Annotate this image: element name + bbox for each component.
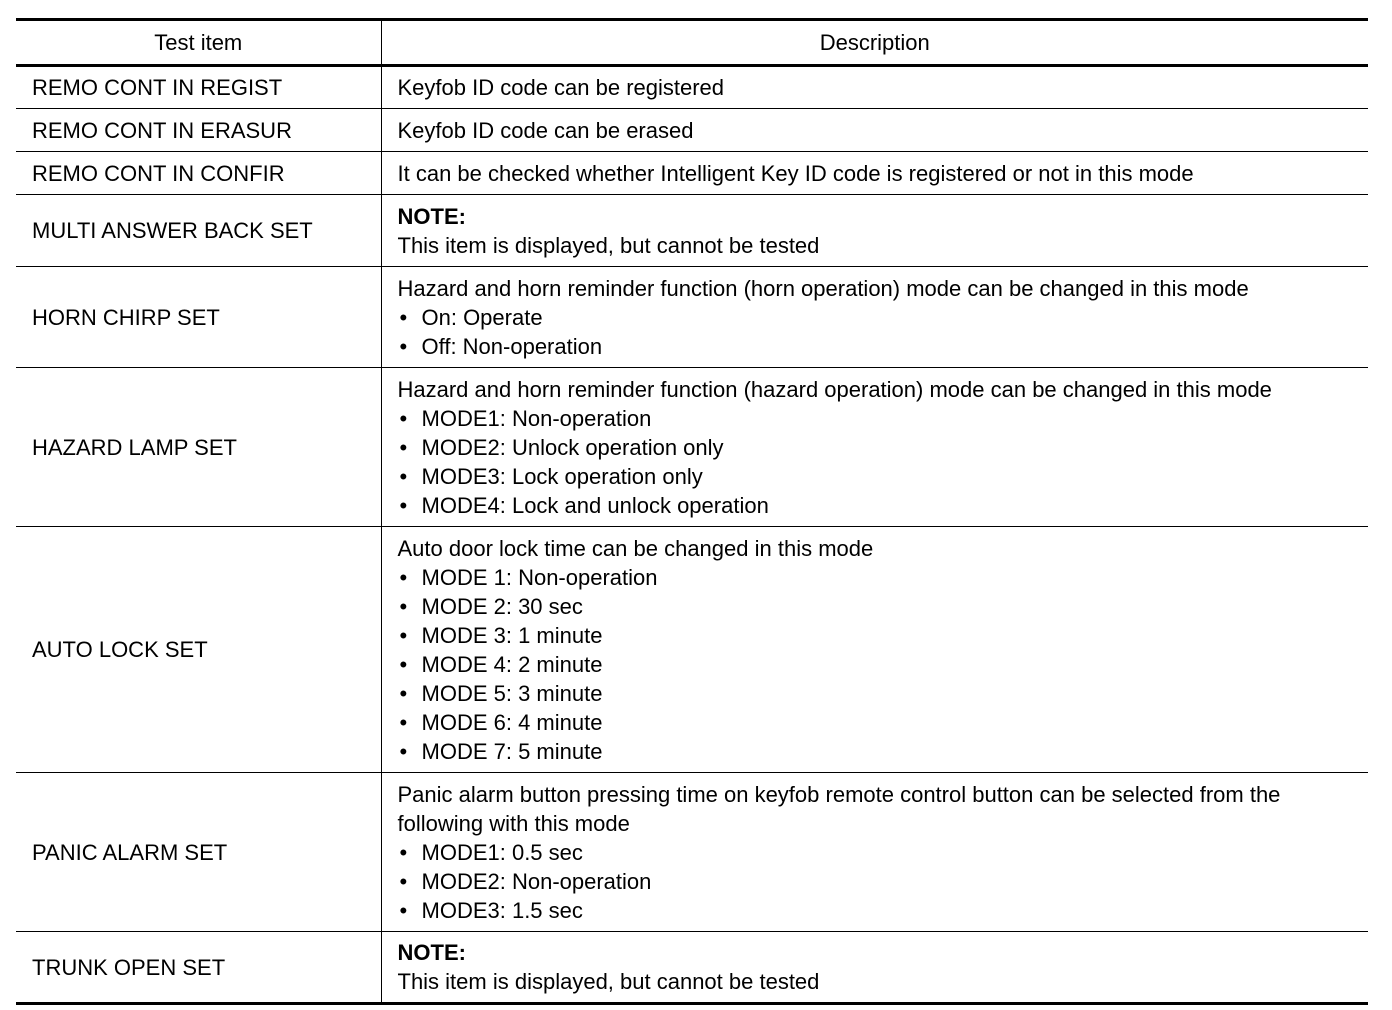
description-cell [381, 152, 1368, 195]
list-item: • Off: Non-operation [398, 332, 1361, 361]
description-text: Keyfob ID code can be erased [397, 117, 694, 143]
note-label: NOTE: [397, 203, 466, 229]
list-item: • MODE 1: Non-operation [398, 563, 1361, 592]
description-cell [381, 109, 1368, 152]
list-item: • MODE 2: 30 sec [398, 592, 1361, 621]
table-row [16, 932, 1368, 1004]
mode-list [398, 563, 1361, 766]
header-test-item: Test item [16, 20, 381, 66]
table-header-row [16, 20, 1368, 66]
description-text: Hazard and horn reminder function (horn operation) mode can be changed in this mode [397, 275, 1249, 301]
table-row [16, 267, 1368, 368]
list-item: • MODE1: Non-operation [398, 404, 1361, 433]
description-text: Hazard and horn reminder function (hazard operation) mode can be changed in this mode [397, 376, 1272, 402]
description-text: It can be checked whether Intelligent Key ID code is registered or not in this mode [397, 160, 1194, 186]
description-text: Keyfob ID code can be registered [397, 75, 725, 100]
table-row [16, 773, 1368, 932]
description-cell [381, 368, 1368, 527]
mode-list [398, 404, 1361, 520]
test-item-cell: HORN CHIRP SET [16, 267, 381, 368]
description-cell [381, 932, 1368, 1004]
table-row [16, 527, 1368, 773]
test-item-cell: REMO CONT IN CONFIR [16, 152, 381, 195]
description-cell [381, 66, 1368, 109]
list-item: • MODE4: Lock and unlock operation [398, 491, 1361, 520]
mode-list [398, 303, 1361, 361]
list-item: • MODE 3: 1 minute [398, 621, 1361, 650]
mode-list [398, 838, 1361, 925]
test-item-cell: PANIC ALARM SET [16, 773, 381, 932]
list-item: • MODE 6: 4 minute [398, 708, 1361, 737]
table-row [16, 109, 1368, 152]
list-item: • MODE 4: 2 minute [398, 650, 1361, 679]
test-item-cell: TRUNK OPEN SET [16, 932, 381, 1004]
description-text: This item is displayed, but cannot be tested [397, 969, 820, 994]
description-cell [381, 773, 1368, 932]
list-item: • On: Operate [398, 303, 1361, 332]
table-row [16, 152, 1368, 195]
test-item-cell: HAZARD LAMP SET [16, 368, 381, 527]
table-row [16, 195, 1368, 267]
test-item-cell: REMO CONT IN ERASUR [16, 109, 381, 152]
test-item-cell: MULTI ANSWER BACK SET [16, 195, 381, 267]
description-text: Panic alarm button pressing time on keyfob remote control button can be selected from the following with this mode [397, 781, 1281, 836]
list-item: • MODE3: 1.5 sec [398, 896, 1361, 925]
list-item: • MODE 5: 3 minute [398, 679, 1361, 708]
description-cell [381, 195, 1368, 267]
list-item: • MODE3: Lock operation only [398, 462, 1361, 491]
list-item: • MODE2: Non-operation [398, 867, 1361, 896]
test-item-cell: AUTO LOCK SET [16, 527, 381, 773]
table-row [16, 368, 1368, 527]
description-text: Auto door lock time can be changed in this mode [397, 535, 874, 561]
header-description: Description [381, 20, 1368, 66]
test-item-table [16, 18, 1368, 1005]
description-cell [381, 527, 1368, 773]
list-item: • MODE 7: 5 minute [398, 737, 1361, 766]
test-item-cell: REMO CONT IN REGIST [16, 66, 381, 109]
description-text: This item is displayed, but cannot be tested [397, 232, 820, 258]
list-item: • MODE2: Unlock operation only [398, 433, 1361, 462]
description-cell [381, 267, 1368, 368]
list-item: • MODE1: 0.5 sec [398, 838, 1361, 867]
table-row [16, 66, 1368, 109]
note-label: NOTE: [397, 940, 466, 965]
